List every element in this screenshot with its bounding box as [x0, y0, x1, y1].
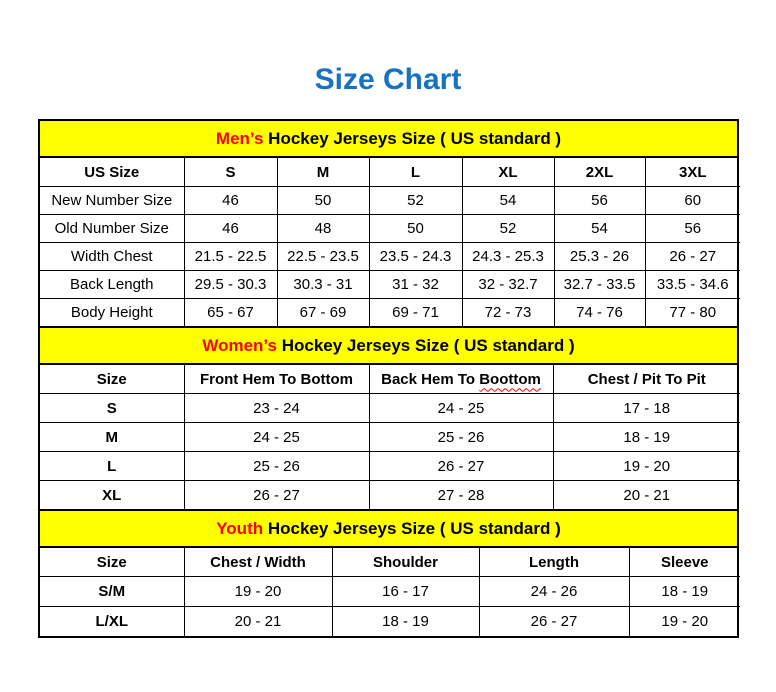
womens-cell: 23 - 24 — [184, 394, 369, 423]
mens-cell: 56 — [554, 187, 645, 215]
mens-cell: 24.3 - 25.3 — [462, 243, 554, 271]
mens-cell: 67 - 69 — [277, 299, 369, 327]
misspelled-word: Boottom — [479, 370, 541, 388]
youth-row-label: L/XL — [40, 607, 184, 637]
mens-cell: 23.5 - 24.3 — [369, 243, 462, 271]
mens-table-row — [40, 299, 740, 327]
youth-cell: 16 - 17 — [332, 577, 479, 607]
youth-title-highlight: Youth — [216, 518, 264, 538]
mens-cell: 69 - 71 — [369, 299, 462, 327]
womens-row-label: S — [40, 394, 184, 423]
mens-size-table — [40, 158, 740, 326]
mens-row-label: Width Chest — [40, 243, 184, 271]
womens-table-row — [40, 481, 740, 510]
youth-table-row — [40, 607, 740, 637]
youth-cell: 24 - 26 — [479, 577, 629, 607]
mens-column-header: L — [369, 158, 462, 187]
mens-cell: 25.3 - 26 — [554, 243, 645, 271]
mens-table-row — [40, 215, 740, 243]
mens-row-label: New Number Size — [40, 187, 184, 215]
page-title: Size Chart — [314, 63, 462, 96]
mens-column-header: 3XL — [645, 158, 740, 187]
womens-row-label: M — [40, 423, 184, 452]
mens-row-label: Old Number Size — [40, 215, 184, 243]
womens-cell: 17 - 18 — [553, 394, 740, 423]
mens-cell: 26 - 27 — [645, 243, 740, 271]
mens-column-header: M — [277, 158, 369, 187]
mens-cell: 48 — [277, 215, 369, 243]
youth-cell: 20 - 21 — [184, 607, 332, 637]
mens-row-label: Body Height — [40, 299, 184, 327]
youth-size-table — [40, 548, 740, 636]
mens-column-header: US Size — [40, 158, 184, 187]
womens-cell: 26 - 27 — [184, 481, 369, 510]
womens-cell: 25 - 26 — [184, 452, 369, 481]
mens-table-row — [40, 187, 740, 215]
mens-column-header: S — [184, 158, 277, 187]
womens-column-header: Chest / Pit To Pit — [553, 365, 740, 394]
mens-cell: 77 - 80 — [645, 299, 740, 327]
womens-table-row — [40, 423, 740, 452]
mens-cell: 52 — [462, 215, 554, 243]
womens-table-row — [40, 452, 740, 481]
mens-cell: 31 - 32 — [369, 271, 462, 299]
mens-cell: 72 - 73 — [462, 299, 554, 327]
mens-cell: 52 — [369, 187, 462, 215]
womens-size-table — [40, 365, 740, 509]
womens-cell: 18 - 19 — [553, 423, 740, 452]
womens-title-highlight: Women’s — [202, 335, 277, 355]
womens-cell: 26 - 27 — [369, 452, 553, 481]
mens-cell: 32 - 32.7 — [462, 271, 554, 299]
youth-cell: 18 - 19 — [332, 607, 479, 637]
youth-cell: 18 - 19 — [629, 577, 740, 607]
mens-cell: 60 — [645, 187, 740, 215]
womens-header-row — [40, 365, 740, 394]
womens-section-title — [40, 326, 737, 365]
mens-cell: 30.3 - 31 — [277, 271, 369, 299]
section-mens — [40, 121, 737, 326]
section-womens — [40, 326, 737, 509]
mens-cell: 21.5 - 22.5 — [184, 243, 277, 271]
womens-cell: 27 - 28 — [369, 481, 553, 510]
womens-title-rest: Hockey Jerseys Size ( US standard ) — [276, 335, 575, 355]
mens-section-title — [40, 121, 737, 158]
youth-column-header: Sleeve — [629, 548, 740, 577]
mens-column-header: 2XL — [554, 158, 645, 187]
womens-column-header: Size — [40, 365, 184, 394]
womens-cell: 19 - 20 — [553, 452, 740, 481]
mens-cell: 54 — [554, 215, 645, 243]
womens-cell: 24 - 25 — [369, 394, 553, 423]
youth-column-header: Shoulder — [332, 548, 479, 577]
youth-column-header: Length — [479, 548, 629, 577]
youth-title-rest: Hockey Jerseys Size ( US standard ) — [263, 518, 561, 538]
mens-cell: 33.5 - 34.6 — [645, 271, 740, 299]
womens-row-label: L — [40, 452, 184, 481]
womens-cell: 24 - 25 — [184, 423, 369, 452]
mens-cell: 50 — [277, 187, 369, 215]
youth-cell: 19 - 20 — [629, 607, 740, 637]
mens-header-row — [40, 158, 740, 187]
mens-table-row — [40, 243, 740, 271]
womens-column-header: Front Hem To Bottom — [184, 365, 369, 394]
womens-cell: 25 - 26 — [369, 423, 553, 452]
section-youth — [40, 509, 737, 636]
youth-column-header: Size — [40, 548, 184, 577]
mens-cell: 54 — [462, 187, 554, 215]
mens-title-rest: Hockey Jerseys Size ( US standard ) — [263, 128, 562, 148]
youth-section-title — [40, 509, 737, 548]
mens-cell: 74 - 76 — [554, 299, 645, 327]
youth-column-header: Chest / Width — [184, 548, 332, 577]
youth-cell: 19 - 20 — [184, 577, 332, 607]
mens-column-header: XL — [462, 158, 554, 187]
youth-header-row — [40, 548, 740, 577]
mens-title-highlight: Men’s — [215, 128, 264, 148]
womens-table-row — [40, 394, 740, 423]
mens-table-row — [40, 271, 740, 299]
mens-cell: 65 - 67 — [184, 299, 277, 327]
mens-row-label: Back Length — [40, 271, 184, 299]
mens-cell: 46 — [184, 187, 277, 215]
mens-cell: 50 — [369, 215, 462, 243]
mens-cell: 46 — [184, 215, 277, 243]
youth-cell: 26 - 27 — [479, 607, 629, 637]
youth-row-label: S/M — [40, 577, 184, 607]
womens-column-header: Back Hem To Boottom — [369, 365, 553, 394]
womens-cell: 20 - 21 — [553, 481, 740, 510]
mens-cell: 22.5 - 23.5 — [277, 243, 369, 271]
mens-cell: 29.5 - 30.3 — [184, 271, 277, 299]
mens-cell: 32.7 - 33.5 — [554, 271, 645, 299]
mens-cell: 56 — [645, 215, 740, 243]
womens-row-label: XL — [40, 481, 184, 510]
size-chart-tables — [38, 119, 739, 638]
youth-table-row — [40, 577, 740, 607]
